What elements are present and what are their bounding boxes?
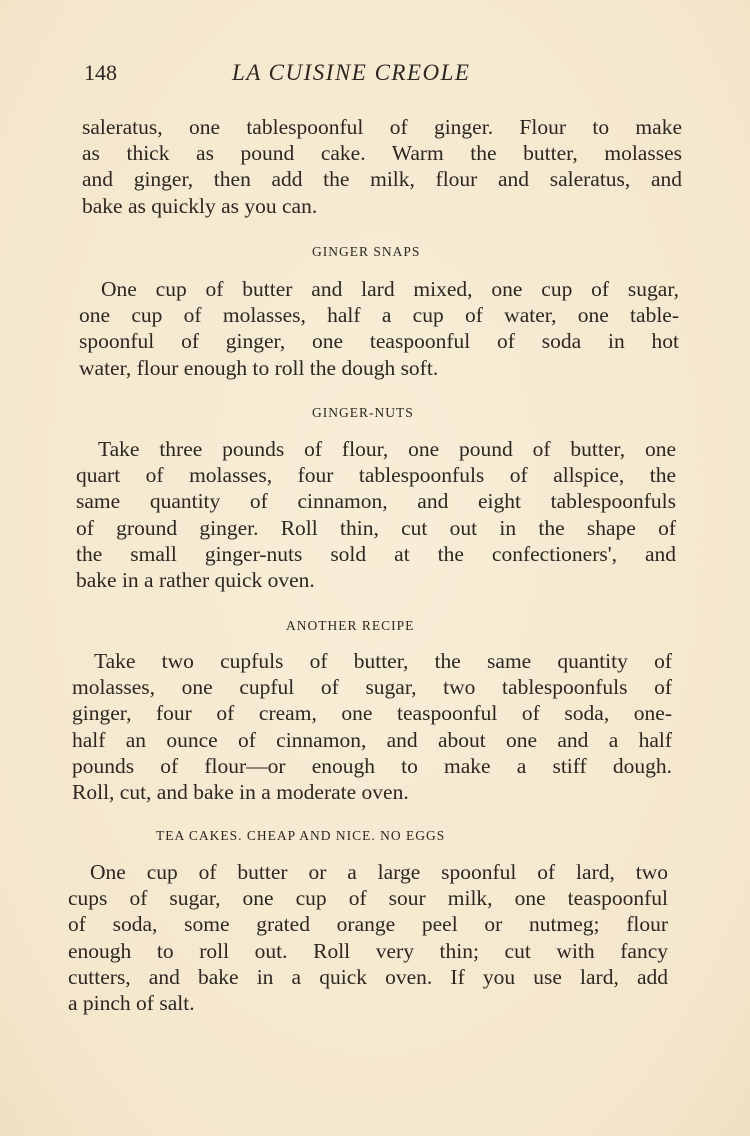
running-title: LA CUISINE CREOLE xyxy=(232,60,471,85)
paragraph xyxy=(72,648,672,805)
text-line: cutters, and bake in a quick oven. If you use lard, add xyxy=(68,964,668,989)
text-line: One cup of butter and lard mixed, one cup of sugar, xyxy=(101,277,679,301)
text-line: of soda, some grated orange peel or nutmeg; flour xyxy=(68,912,668,937)
section-heading: GINGER SNAPS xyxy=(312,244,421,259)
page-number: 148 xyxy=(84,60,117,85)
text-line: quart of molasses, four tablespoonfuls of allspice, the xyxy=(76,463,676,488)
paragraph xyxy=(82,114,682,219)
text-line: water, flour enough to roll the dough soft. xyxy=(79,355,439,380)
text-line: the small ginger-nuts sold at the confectioners', and xyxy=(76,541,676,566)
text-line: Roll, cut, and bake in a moderate oven. xyxy=(72,779,409,804)
text-line: bake as quickly as you can. xyxy=(82,193,318,218)
section-heading: TEA CAKES. CHEAP AND NICE. NO EGGS xyxy=(156,828,446,843)
text-line: spoonful of ginger, one teaspoonful of soda in hot xyxy=(79,329,679,354)
text-line: enough to roll out. Roll very thin; cut with fancy xyxy=(68,938,668,963)
section-heading: GINGER-NUTS xyxy=(312,405,414,420)
text-line: saleratus, one tablespoonful of ginger. Flour to make xyxy=(82,115,682,139)
text-line: and ginger, then add the milk, flour and saleratus, and xyxy=(82,167,682,192)
text-line: same quantity of cinnamon, and eight tablespoonfuls xyxy=(76,489,676,514)
text-line: pounds of flour—or enough to make a stiff dough. xyxy=(72,753,672,778)
paragraph xyxy=(68,859,668,1016)
paragraph xyxy=(79,276,679,381)
text-line: a pinch of salt. xyxy=(68,990,195,1015)
text-line: molasses, one cupful of sugar, two tablespoonfuls of xyxy=(72,675,672,700)
text-line: half an ounce of cinnamon, and about one and a half xyxy=(72,727,672,752)
text-line: bake in a rather quick oven. xyxy=(76,567,315,592)
paragraph xyxy=(76,436,676,593)
text-line: of ground ginger. Roll thin, cut out in the shape of xyxy=(76,515,676,540)
text-line: One cup of butter or a large spoonful of lard, two xyxy=(90,860,668,884)
text-line: one cup of molasses, half a cup of water, one table- xyxy=(79,303,679,328)
text-line: cups of sugar, one cup of sour milk, one teaspoonful xyxy=(68,886,668,911)
text-line: ginger, four of cream, one teaspoonful of soda, one- xyxy=(72,701,672,726)
section-heading: ANOTHER RECIPE xyxy=(286,618,415,633)
text-line: as thick as pound cake. Warm the butter, molasses xyxy=(82,141,682,166)
text-line: Take two cupfuls of butter, the same quantity of xyxy=(94,649,672,673)
text-line: Take three pounds of flour, one pound of butter, one xyxy=(98,437,676,461)
